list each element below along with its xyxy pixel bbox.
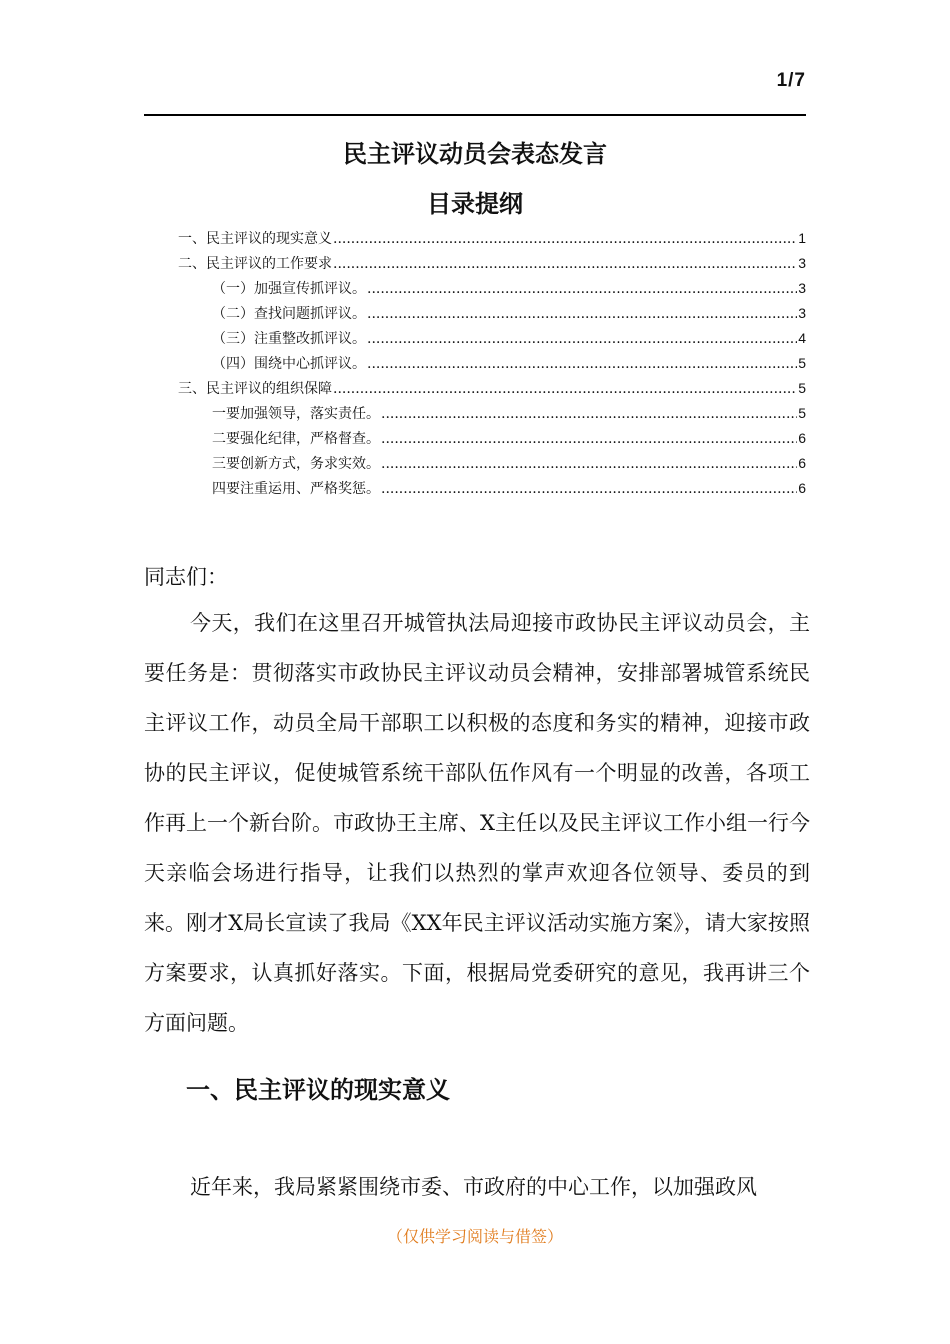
toc-entry[interactable] — [178, 301, 806, 326]
toc-heading: 目录提纲 — [427, 189, 523, 218]
toc-leader-dots — [367, 277, 797, 302]
toc-leader-dots — [333, 227, 797, 252]
toc-entry[interactable] — [178, 401, 806, 426]
page-number: 1/7 — [776, 70, 806, 91]
toc-leader-dots — [381, 452, 797, 477]
toc-entry[interactable] — [178, 351, 806, 376]
header-rule — [144, 114, 806, 116]
toc-leader-dots — [381, 427, 797, 452]
toc-entry-page: 6 — [798, 480, 806, 496]
toc-leader-dots — [367, 302, 797, 327]
toc-entry-label: 四要注重运用、严格奖惩。 — [212, 481, 380, 497]
toc-entry-page: 5 — [798, 405, 806, 421]
toc-entry-label: 三要创新方式，务求实效。 — [212, 456, 380, 472]
toc-entry-page: 5 — [798, 380, 806, 396]
toc-entry[interactable] — [178, 326, 806, 351]
toc-entry[interactable] — [178, 426, 806, 451]
toc-entry-label: 三、民主评议的组织保障 — [178, 381, 332, 397]
toc-entry-label: （三）注重整改抓评议。 — [212, 331, 366, 347]
toc-entry[interactable] — [178, 376, 806, 401]
toc-leader-dots — [381, 477, 797, 502]
toc-entry-page: 4 — [798, 330, 806, 346]
toc-entry-page: 3 — [798, 305, 806, 321]
toc-entry[interactable] — [178, 276, 806, 301]
table-of-contents — [178, 226, 806, 501]
toc-leader-dots — [333, 377, 797, 402]
document-title: 民主评议动员会表态发言 — [343, 139, 607, 168]
opening-paragraph: 今天，我们在这里召开城管执法局迎接市政协民主评议动员会，主要任务是：贯彻落实市政协民主评议动员会精神，安排部署城管系统民主评议工作，动员全局干部职工以积极的态度和务实的精神，迎接市政协的民主评议，促使城管系统干部队伍作风有一个明显的改善，各项工作再上一个新台阶。市政协王主席、X主任以及民主评议工作小组一行今天亲临会场进行指导，让我们以热烈的掌声欢迎各位领导、委员的到来。刚才X局长宣读了我局《XX年民主评议活动实施方案》，请大家按照方案要求，认真抓好落实。下面，根据局党委研究的意见，我再讲三个方面问题。 — [144, 611, 810, 1035]
toc-entry-page: 3 — [798, 280, 806, 296]
section-paragraph: 近年来，我局紧紧围绕市委、市政府的中心工作，以加强政风 — [190, 1175, 757, 1199]
toc-entry[interactable] — [178, 226, 806, 251]
toc-entry[interactable] — [178, 451, 806, 476]
section-heading: 一、民主评议的现实意义 — [186, 1075, 450, 1104]
toc-entry-label: 二要强化纪律，严格督查。 — [212, 431, 380, 447]
greeting: 同志们： — [144, 565, 228, 589]
toc-leader-dots — [367, 327, 797, 352]
toc-entry-label: （一）加强宣传抓评议。 — [212, 281, 366, 297]
toc-entry-label: 一要加强领导，落实责任。 — [212, 406, 380, 422]
toc-leader-dots — [333, 252, 797, 277]
toc-entry-page: 6 — [798, 455, 806, 471]
toc-entry-page: 5 — [798, 355, 806, 371]
toc-entry-page: 6 — [798, 430, 806, 446]
toc-leader-dots — [381, 402, 797, 427]
toc-entry-page: 1 — [798, 230, 806, 246]
toc-entry[interactable] — [178, 476, 806, 501]
toc-entry-label: 一、民主评议的现实意义 — [178, 231, 332, 247]
toc-leader-dots — [367, 352, 797, 377]
toc-entry-label: （二）查找问题抓评议。 — [212, 306, 366, 322]
footer-note: （仅供学习阅读与借签） — [386, 1227, 563, 1246]
toc-entry[interactable] — [178, 251, 806, 276]
toc-entry-label: （四）围绕中心抓评议。 — [212, 356, 366, 372]
toc-entry-page: 3 — [798, 255, 806, 271]
toc-entry-label: 二、民主评议的工作要求 — [178, 256, 332, 272]
